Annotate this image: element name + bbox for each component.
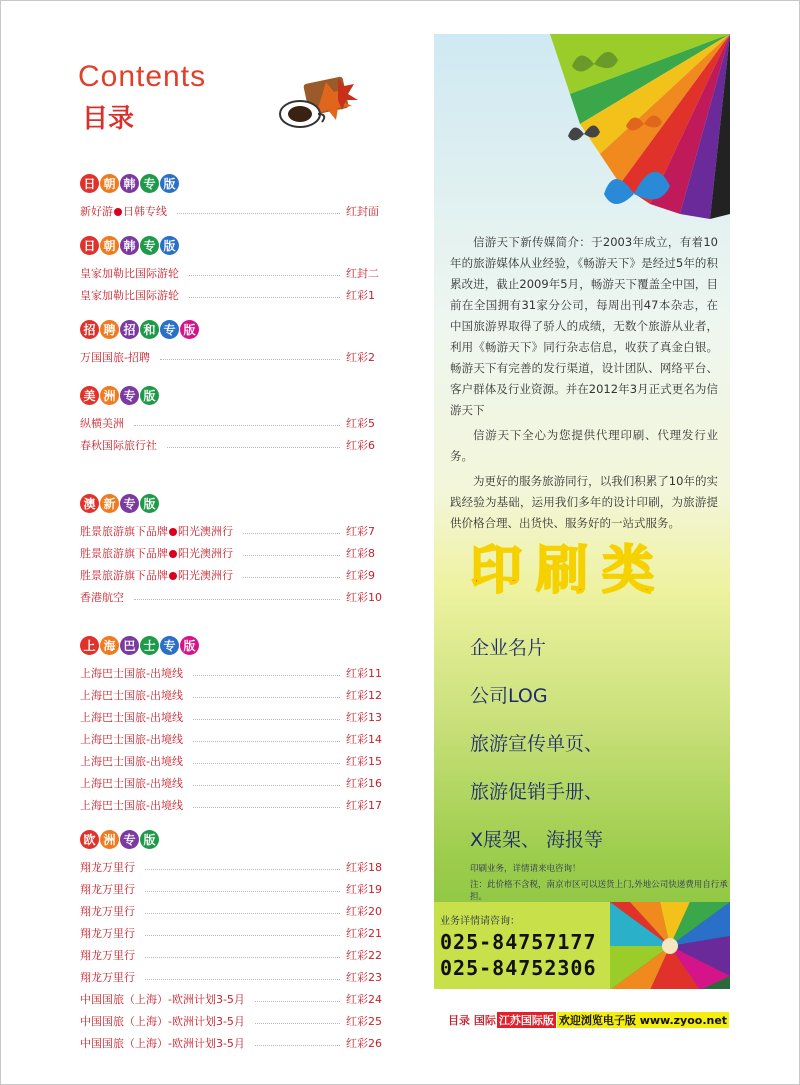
section-heading-char: 韩 [120, 174, 139, 193]
leader-dots [189, 297, 340, 298]
footer-edition-badge: 江苏国际版 [498, 1014, 554, 1027]
toc-entry-title [80, 349, 154, 365]
section-heading-char: 上 [80, 636, 99, 655]
toc-entry-page: 红彩14 [346, 733, 382, 746]
toc-entry[interactable] [80, 944, 380, 966]
toc-section [80, 236, 380, 306]
contact-label: 业务详情请咨询： [440, 916, 520, 927]
toc-section [80, 494, 380, 608]
leader-dots [160, 359, 340, 360]
company-intro [450, 232, 718, 538]
toc-entry-title [80, 731, 187, 747]
toc-entry-text: 纵横美洲 [80, 417, 124, 430]
toc-entry-text: 皇家加勒比国际游轮 [80, 289, 179, 302]
toc-entry[interactable] [80, 966, 380, 988]
toc-entry[interactable] [80, 900, 380, 922]
toc-entry-text: 胜景旅游旗下品牌 [80, 547, 168, 560]
intro-paragraph: 信游天下全心为您提供代理印刷、代理发行业务。 [450, 428, 718, 463]
section-heading-char: 巴 [120, 636, 139, 655]
section-heading-char: 招 [80, 320, 99, 339]
service-item: 旅游宣传单页、 [470, 733, 604, 755]
toc-entry-text: 上海巴士国旅-出境线 [80, 711, 183, 724]
toc-entry-title [80, 925, 139, 941]
section-heading-char: 版 [180, 636, 199, 655]
section-heading-char: 专 [140, 174, 159, 193]
toc-entry[interactable] [80, 262, 380, 284]
service-item: 公司LOG [470, 685, 548, 707]
section-heading [80, 174, 380, 194]
leader-dots [145, 979, 340, 980]
toc-entry-title [80, 265, 183, 281]
toc-entry[interactable] [80, 922, 380, 944]
toc-entry-page: 红彩2 [346, 351, 375, 364]
section-heading [80, 386, 380, 406]
toc-entry-page: 红彩13 [346, 711, 382, 724]
toc-entry-title [80, 567, 237, 583]
leader-dots [255, 1001, 340, 1002]
leader-dots [193, 785, 340, 786]
toc-entry[interactable] [80, 662, 380, 684]
red-dot-icon [169, 550, 177, 558]
toc-entry-page: 红彩6 [346, 439, 375, 452]
toc-entry-text: 翔龙万里行 [80, 927, 135, 940]
toc-entry-text: 香港航空 [80, 591, 124, 604]
red-dot-icon [169, 528, 177, 536]
toc-entry-text: 上海巴士国旅-出境线 [80, 755, 183, 768]
toc-entry[interactable] [80, 200, 380, 222]
toc-entry-title [80, 523, 237, 539]
toc-entry-text: 胜景旅游旗下品牌 [80, 525, 168, 538]
toc-entry-text: 上海巴士国旅-出境线 [80, 667, 183, 680]
toc-entry-page: 红彩24 [346, 993, 382, 1006]
toc-section [80, 386, 380, 456]
toc-entry-text: 胜景旅游旗下品牌 [80, 569, 168, 582]
toc-entry[interactable] [80, 1010, 380, 1032]
toc-entry[interactable] [80, 434, 380, 456]
toc-entry-page: 红彩15 [346, 755, 382, 768]
toc-entry-title [80, 665, 187, 681]
section-heading-char: 招 [120, 320, 139, 339]
coffee-leaves-icon [276, 76, 366, 132]
section-heading [80, 830, 380, 850]
toc-entry-title [80, 1013, 249, 1029]
toc-entry-text: 阳光澳洲行 [178, 525, 233, 538]
toc-entry-text: 皇家加勒比国际游轮 [80, 267, 179, 280]
intro-paragraph: 为更好的服务旅游同行，以我们积累了10年的实践经验为基础，运用我们多年的设计印刷，为旅游提供价格合理、出货快、服务好的一站式服务。 [450, 474, 718, 530]
toc-entry[interactable] [80, 412, 380, 434]
toc-entry-page: 红彩17 [346, 799, 382, 812]
toc-entry-text: 阳光澳洲行 [178, 547, 233, 560]
leader-dots [177, 213, 340, 214]
leader-dots [134, 599, 340, 600]
leader-dots [134, 425, 340, 426]
toc-entry[interactable] [80, 878, 380, 900]
color-pencils-icon [610, 902, 730, 989]
toc-entry-page: 红彩7 [346, 525, 375, 538]
leader-dots [255, 1045, 340, 1046]
section-heading-char: 版 [140, 494, 159, 513]
toc-entry-title [80, 1035, 249, 1051]
toc-entry-page: 红彩26 [346, 1037, 382, 1050]
toc-entry-text: 翔龙万里行 [80, 971, 135, 984]
service-item: X展架、 海报等 [470, 829, 604, 851]
toc-entry-text: 翔龙万里行 [80, 883, 135, 896]
leader-dots [145, 957, 340, 958]
toc-entry-title [80, 203, 171, 219]
leader-dots [145, 913, 340, 914]
toc-entry-text: 上海巴士国旅-出境线 [80, 777, 183, 790]
section-heading-char: 专 [140, 236, 159, 255]
ad-panel [434, 34, 730, 989]
section-heading-char: 专 [120, 386, 139, 405]
toc-entry-page: 红彩25 [346, 1015, 382, 1028]
toc-entry-text: 中国国旅（上海）-欧洲计划3-5月 [80, 993, 245, 1006]
toc-entry-page: 红彩16 [346, 777, 382, 790]
toc-entry-title [80, 753, 187, 769]
toc-entry[interactable] [80, 794, 380, 816]
toc-entry-text: 翔龙万里行 [80, 905, 135, 918]
service-item: 旅游促销手册、 [470, 781, 604, 803]
toc-entry-text: 春秋国际旅行社 [80, 439, 157, 452]
toc-entry-text: 阳光澳洲行 [178, 569, 233, 582]
contents-title-en: Contents [78, 60, 207, 93]
toc-section [80, 320, 380, 368]
toc-entry-title [80, 545, 237, 561]
section-heading-char: 和 [140, 320, 159, 339]
toc-entry[interactable] [80, 772, 380, 794]
toc-entry[interactable] [80, 1032, 380, 1054]
section-heading-char: 韩 [120, 236, 139, 255]
toc-entry[interactable] [80, 988, 380, 1010]
section-heading [80, 320, 380, 340]
toc-section [80, 830, 380, 1054]
toc-entry-title [80, 415, 128, 431]
toc-entry[interactable] [80, 346, 380, 368]
toc-entry-title [80, 589, 128, 605]
section-heading-char: 专 [160, 320, 179, 339]
leader-dots [193, 807, 340, 808]
footer-website[interactable] [557, 1012, 729, 1028]
toc-entry-text: 翔龙万里行 [80, 949, 135, 962]
toc-entry[interactable] [80, 284, 380, 306]
toc-entry-title [80, 775, 187, 791]
toc-entry-title [80, 881, 139, 897]
printing-note: 印刷业务，详情请来电咨询！ [470, 864, 581, 874]
toc-entry-page: 红彩20 [346, 905, 382, 918]
toc-entry-text: 万国国旅-招聘 [80, 351, 150, 364]
footer-url: www.zyoo.net [639, 1014, 728, 1027]
toc-entry-title [80, 969, 139, 985]
leader-dots [145, 869, 340, 870]
intro-paragraph: 信游天下新传媒简介：于2003年成立，有着10年的旅游媒体从业经验，《畅游天下》是经过5年的积累改进，截止2009年5月，畅游天下覆盖全中国，目前在全国拥有31家分公司，每周出刊47本杂志，在中国旅游界取得了骄人的成绩，无数个旅游从业者，利用《畅游天下》同行杂志信息，收获了真金白银。畅游天下有完善的发行渠道，设计团队、网络平台、客户群体及行业资源。并在2012年3月正式更名为信游天下 [450, 235, 718, 417]
section-heading-char: 海 [100, 636, 119, 655]
leader-dots [145, 935, 340, 936]
footer-welcome: 欢迎浏览电子版 [558, 1014, 636, 1027]
toc-entry-page: 红彩18 [346, 861, 382, 874]
toc-entry-title [80, 287, 183, 303]
toc-section [80, 174, 380, 222]
toc-entry-page: 红彩23 [346, 971, 382, 984]
toc-entry-text: 新好游 [80, 205, 113, 218]
toc-entry-title [80, 437, 161, 453]
toc-entry-page: 红彩1 [346, 289, 375, 302]
toc-entry-text: 中国国旅（上海）-欧洲计划3-5月 [80, 1015, 245, 1028]
toc-entry[interactable] [80, 750, 380, 772]
toc-entry-text: 中国国旅（上海）-欧洲计划3-5月 [80, 1037, 245, 1050]
section-heading-char: 美 [80, 386, 99, 405]
section-heading-char: 专 [160, 636, 179, 655]
contents-title-cn: 目录 [82, 104, 135, 134]
toc-entry-text: 上海巴士国旅-出境线 [80, 733, 183, 746]
section-heading-char: 士 [140, 636, 159, 655]
leader-dots [189, 275, 340, 276]
toc-entry-title [80, 991, 249, 1007]
section-heading-char: 专 [120, 494, 139, 513]
section-heading-char: 朝 [100, 236, 119, 255]
section-heading-char: 洲 [100, 830, 119, 849]
toc-entry-page: 红彩5 [346, 417, 375, 430]
printing-category-title: 印刷类 [470, 541, 669, 601]
phone-number: 025-84752306 [440, 956, 597, 980]
toc-entry-page: 红彩9 [346, 569, 375, 582]
section-heading-char: 版 [140, 830, 159, 849]
section-heading-char: 日 [80, 236, 99, 255]
toc-section [80, 636, 380, 816]
section-heading-char: 版 [140, 386, 159, 405]
leader-dots [193, 763, 340, 764]
color-fan-butterflies-icon [434, 34, 730, 234]
toc-entry-title [80, 947, 139, 963]
toc-entry[interactable] [80, 706, 380, 728]
section-heading [80, 236, 380, 256]
footer-bar [448, 1012, 729, 1028]
leader-dots [167, 447, 340, 448]
section-heading-char: 澳 [80, 494, 99, 513]
leader-dots [193, 741, 340, 742]
leader-dots [145, 891, 340, 892]
section-heading-char: 日 [80, 174, 99, 193]
phone-number: 025-84757177 [440, 930, 597, 954]
leader-dots [193, 675, 340, 676]
red-dot-icon [114, 208, 122, 216]
section-heading-char: 版 [160, 174, 179, 193]
toc-entry-page: 红彩12 [346, 689, 382, 702]
leader-dots [243, 533, 340, 534]
section-heading [80, 636, 380, 656]
toc-entry-page: 红彩21 [346, 927, 382, 940]
toc-entry-page: 红彩8 [346, 547, 375, 560]
toc-entry-text: 翔龙万里行 [80, 861, 135, 874]
toc-entry-title [80, 709, 187, 725]
footer-section-label: 目录 国际 [448, 1014, 496, 1027]
section-heading-char: 朝 [100, 174, 119, 193]
section-heading-char: 聘 [100, 320, 119, 339]
section-heading-char: 版 [180, 320, 199, 339]
toc-entry-text: 上海巴士国旅-出境线 [80, 689, 183, 702]
toc-entry[interactable] [80, 542, 380, 564]
toc-entry[interactable] [80, 586, 380, 608]
toc-entry[interactable] [80, 728, 380, 750]
toc-entry[interactable] [80, 856, 380, 878]
section-heading-char: 专 [120, 830, 139, 849]
toc-entry[interactable] [80, 684, 380, 706]
toc-entry-text: 日韩专线 [123, 205, 167, 218]
leader-dots [255, 1023, 340, 1024]
leader-dots [193, 719, 340, 720]
toc-entry-title [80, 797, 187, 813]
section-heading [80, 494, 380, 514]
toc-entry[interactable] [80, 520, 380, 542]
section-heading-char: 洲 [100, 386, 119, 405]
section-heading-char: 新 [100, 494, 119, 513]
toc-entry-page: 红彩22 [346, 949, 382, 962]
toc-entry[interactable] [80, 564, 380, 586]
toc-entry-page: 红封面 [346, 205, 379, 218]
toc-entry-page: 红彩19 [346, 883, 382, 896]
price-note: 注：此价格不含税，南京市区可以送货上门,外地公司快递费用自行承担。 [470, 880, 728, 902]
leader-dots [193, 697, 340, 698]
red-dot-icon [169, 572, 177, 580]
service-list [470, 624, 603, 864]
toc-entry-title [80, 859, 139, 875]
toc-entry-title [80, 903, 139, 919]
leader-dots [243, 577, 340, 578]
toc-entry-text: 上海巴士国旅-出境线 [80, 799, 183, 812]
section-heading-char: 版 [160, 236, 179, 255]
toc-entry-page: 红封二 [346, 267, 379, 280]
toc-entry-page: 红彩10 [346, 591, 382, 604]
toc-entry-page: 红彩11 [346, 667, 382, 680]
section-heading-char: 欧 [80, 830, 99, 849]
service-item: 企业名片 [470, 637, 547, 659]
toc-entry-title [80, 687, 187, 703]
leader-dots [243, 555, 340, 556]
